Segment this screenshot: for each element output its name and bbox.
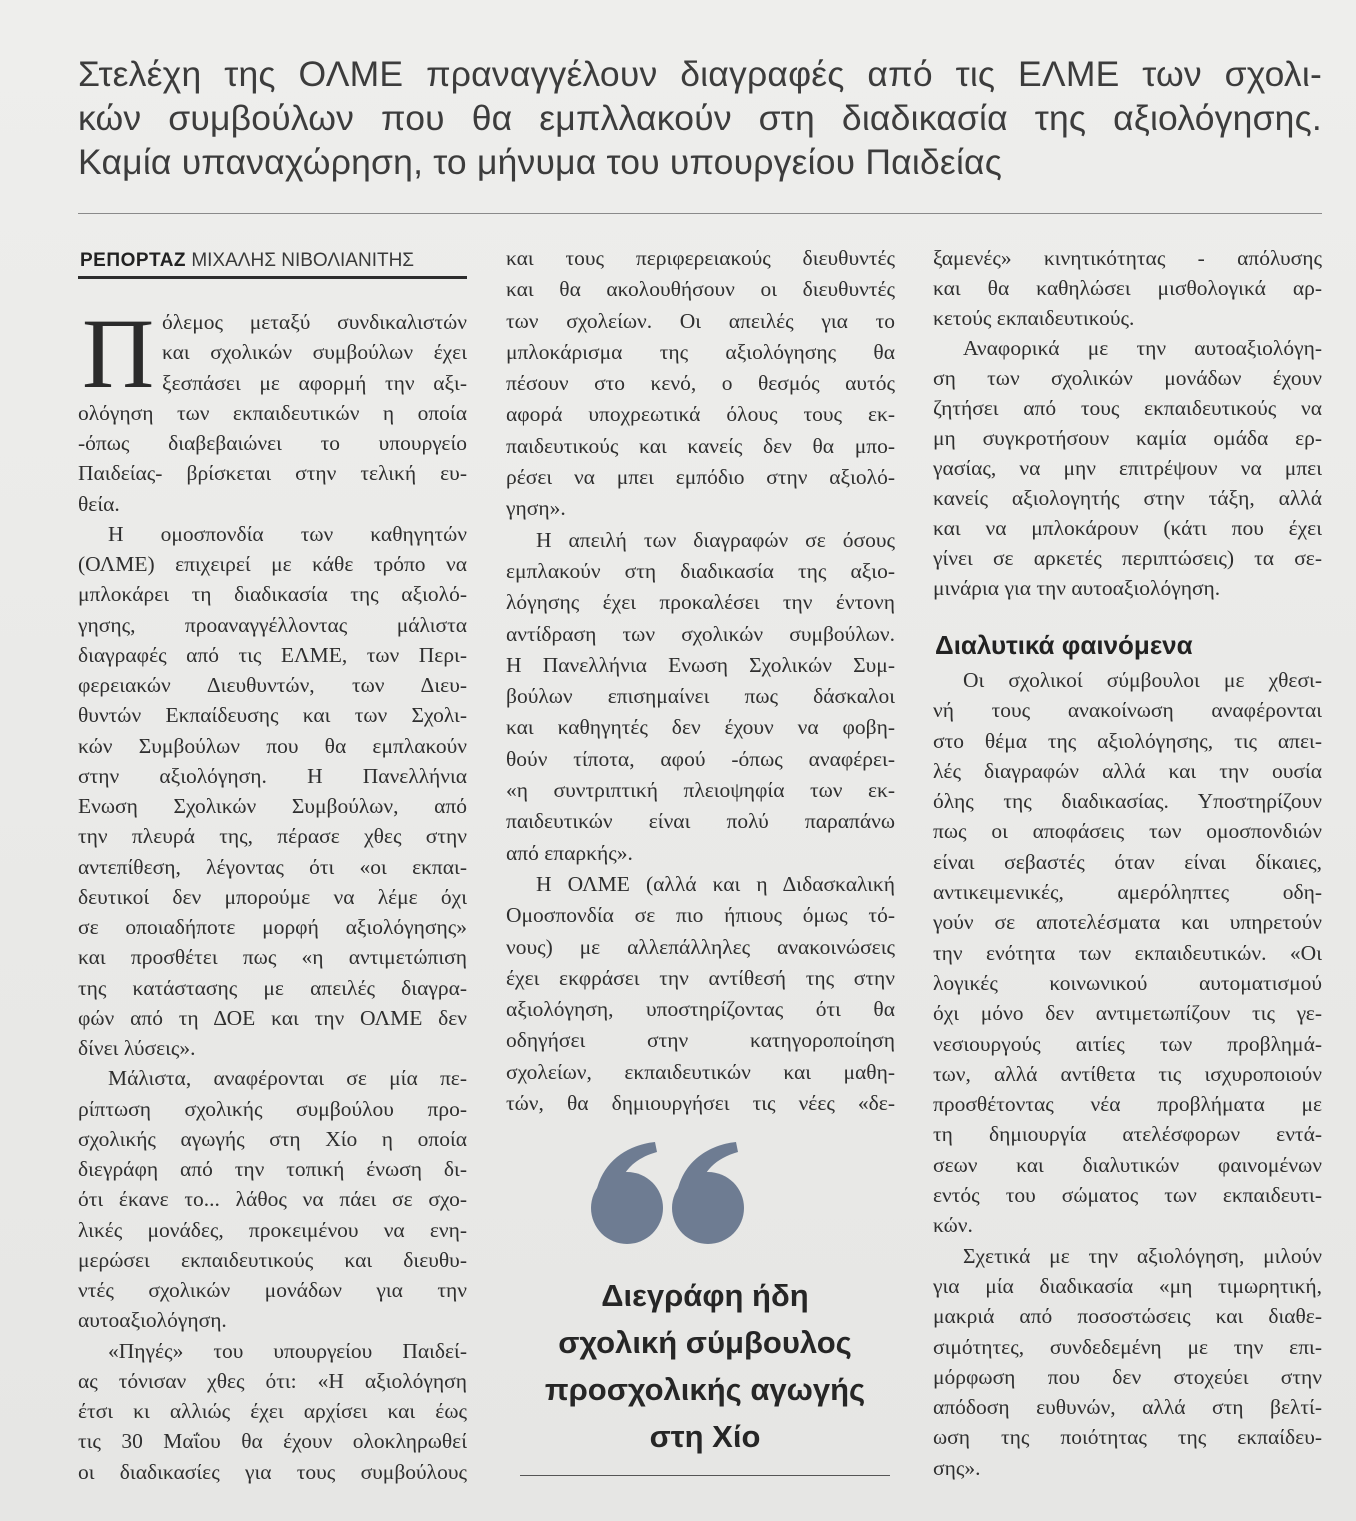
- article-column-1: [78, 307, 467, 1487]
- text-line: τών, θα δημιουργήσει τις νέες «δε-: [506, 1091, 895, 1116]
- text-line: διαγραφές από τις ΕΛΜΕ, των Περι-: [78, 642, 467, 667]
- pull-quote-line: σχολική σύμβουλος: [558, 1325, 852, 1360]
- text-line: γούν σε αποτελέσματα και υπηρετούν: [933, 910, 1322, 935]
- headline-line: κών συμβούλων που θα εμπλλακούν στη διαδικασία της αξιολόγησης.: [78, 98, 1322, 138]
- text-line: Παιδείας- βρίσκεται στην τελική ευ-: [78, 461, 467, 486]
- text-line: νους) με αλλεπάλληλες ανακοινώσεις: [506, 934, 895, 959]
- text-line: σχολικής αγωγής στη Χίο η οποία: [78, 1126, 467, 1151]
- text-line: σης».: [933, 1455, 981, 1480]
- text-line: λογικές κοινωνικού αυτοματισμού: [933, 970, 1322, 995]
- text-line: μπλοκάρισμα της αξιολόγησης θα: [506, 339, 895, 364]
- text-line: ότι έκανε το... λάθος να πάει σε σχο-: [78, 1187, 467, 1212]
- text-line: ντές σχολικών μονάδων για την: [78, 1278, 467, 1302]
- text-line: μπλοκάρει τη διαδικασία της αξιολό-: [78, 582, 467, 607]
- pull-quote-line: προσχολικής αγωγής: [544, 1372, 866, 1407]
- text-line: ρίπτωση σχολικής συμβούλου προ-: [78, 1096, 467, 1121]
- byline: [80, 250, 466, 272]
- text-line: οδηγήσει στην κατηγοροποίηση: [506, 1028, 895, 1053]
- text-line: ξαμενές» κινητικότητας - απόλυσης: [933, 246, 1322, 270]
- text-line: κών Συμβούλων που θα εμπλακούν: [78, 733, 467, 758]
- text-line: Ομοσπονδία σε πιο ήπιους όμως τό-: [506, 903, 895, 928]
- text-line: όχι μόνο δεν αντιμετωπίζουν τις γε-: [933, 1001, 1322, 1026]
- text-line: έχει εκφράσει την αντίθεσή της στην: [506, 965, 895, 990]
- text-line: ρέσει να μπει εμπόδιο στην αξιολό-: [506, 465, 895, 490]
- text-line: σε οποιαδήποτε μορφή αξιολόγησης»: [78, 915, 467, 939]
- text-line: παιδευτικών είναι πολύ παραπάνω: [506, 809, 895, 834]
- text-line: για μία διαδικασία «μη τιμωρητική,: [933, 1273, 1322, 1298]
- headline-divider: [78, 213, 1322, 214]
- text-line: αφορά υποχρεωτικά όλους τους εκ-: [506, 402, 895, 427]
- text-line: Η Πανελλήνια Ενωση Σχολικών Συμ-: [506, 652, 895, 677]
- text-line: απόδοση ευθυνών, αλλά στη βελτί-: [933, 1395, 1322, 1420]
- text-line: σιμότητες, συνδεδεμένη με την επι-: [933, 1334, 1322, 1359]
- pull-quote-rule: [520, 1475, 890, 1476]
- text-line: εντός του σώματος των εκπαιδευτι-: [933, 1183, 1322, 1208]
- text-line: σεων και διαλυτικών φαινομένων: [933, 1152, 1322, 1177]
- text-line: δευτικοί δεν μπορούμε να λέμε όχι: [78, 884, 467, 909]
- text-line: πέσουν στο κενό, ο θεσμός αυτός: [506, 371, 895, 396]
- text-line: δίνει λύσεις».: [78, 1036, 196, 1060]
- text-line: αντικειμενικές, αμερόληπτες οδη-: [933, 880, 1322, 905]
- text-line: σχολείων, εκπαιδευτικών και μαθη-: [506, 1059, 895, 1084]
- text-line: στην αξιολόγηση. Η Πανελλήνια: [78, 763, 467, 788]
- text-line: μη συγκροτήσουν καμία ομάδα ερ-: [933, 426, 1322, 450]
- text-line: ωση της ποιότητας της εκπαίδευ-: [933, 1425, 1322, 1450]
- text-line: μακριά από ποσοστώσεις και διαθε-: [933, 1304, 1322, 1329]
- text-line: -όπως διαβεβαιώνει το υπουργείο: [78, 431, 467, 455]
- drop-cap: Π: [82, 312, 155, 396]
- text-line: όλης της διαδικασίας. Υποστηρίζουν: [933, 789, 1322, 814]
- text-line: και σχολικών συμβούλων έχει: [162, 340, 467, 365]
- text-line: θούν τίποτα, αφού -όπως αναφέρει-: [506, 746, 895, 771]
- text-line: γηση».: [506, 496, 566, 521]
- pull-quote-line: Διεγράφη ήδη: [601, 1278, 809, 1313]
- text-line: «Πηγές» του υπουργείου Παιδεί-: [108, 1338, 467, 1363]
- text-line: από επαρκής».: [506, 840, 633, 865]
- text-line: πως οι αποφάσεις των ομοσπονδιών: [933, 819, 1322, 844]
- section-kicker: ΡΕΠΟΡΤΑΖ: [80, 250, 187, 271]
- headline-line: Στελέχη της ΟΛΜΕ πραναγγέλουν διαγραφές από τις ΕΛΜΕ των σχολι-: [78, 54, 1322, 94]
- text-line: και προσθέτει πως «η αντιμετώπιση: [78, 945, 467, 970]
- text-line: Σχετικά με την αξιολόγηση, μιλούν: [963, 1243, 1322, 1268]
- headline-line: Καμία υπαναχώρηση, το μήνυμα του υπουργείου Παιδείας: [78, 142, 1003, 182]
- text-line: Η ομοσπονδία των καθηγητών: [108, 521, 467, 546]
- text-line: των σχολείων. Οι απειλές για το: [506, 308, 895, 333]
- text-line: εμπλακούν στη διαδικασία της αξιο-: [506, 558, 895, 583]
- text-line: προσθέτοντας νέα προβλήματα με: [933, 1092, 1322, 1117]
- text-line: νεσιουργούς αιτίες των προβλημά-: [933, 1031, 1322, 1056]
- text-line: γίνει σε αρκετές περιπτώσεις) τα σε-: [933, 546, 1322, 570]
- text-line: τις 30 Μαΐου θα έχουν ολοκληρωθεί: [78, 1429, 467, 1454]
- text-line: και καθηγητές δεν έχουν να φοβη-: [506, 715, 895, 740]
- text-line: ξεσπάσει με αφορμή την αξι-: [162, 370, 467, 395]
- article-headline: [78, 52, 1322, 184]
- text-line: Μάλιστα, αναφέρονται σε μία πε-: [108, 1066, 467, 1091]
- text-line: (ΟΛΜΕ) επιχειρεί με κάθε τρόπο να: [78, 552, 467, 576]
- text-line: ζητήσει από τους εκπαιδευτικούς να: [933, 396, 1322, 420]
- text-line: θυντών Εκπαίδευσης και των Σχολι-: [78, 703, 467, 728]
- text-line: λές διαγραφών αλλά και την ουσία: [933, 758, 1322, 783]
- text-line: Οι σχολικοί σύμβουλοι με χθεσι-: [963, 668, 1322, 692]
- opening-quote-icon: [585, 1140, 750, 1245]
- text-line: θεία.: [78, 491, 120, 516]
- text-line: των, αλλά αντίθετα τις ισχυροποιούν: [933, 1061, 1322, 1086]
- text-line: μόρφωση που δεν στοχεύει στην: [933, 1364, 1322, 1389]
- text-line: λόγησης έχει προκαλέσει την έντονη: [506, 590, 895, 615]
- text-line: Ενωση Σχολικών Συμβούλων, από: [78, 794, 467, 818]
- text-line: Αναφορικά με την αυτοαξιολόγη-: [963, 336, 1322, 360]
- author-name: ΜΙΧΑΛΗΣ ΝΙΒΟΛΙΑΝΙΤΗΣ: [191, 250, 415, 271]
- pull-quote: [518, 1272, 892, 1460]
- text-line: αυτοαξιολόγηση.: [78, 1308, 227, 1333]
- article-column-2: [506, 243, 895, 1119]
- text-line: οι διαδικασίες για τους συμβούλους: [78, 1459, 467, 1484]
- text-line: ση των σχολικών μονάδων έχουν: [933, 366, 1322, 390]
- subheading: Διαλυτικά φαινόμενα: [935, 630, 1193, 660]
- text-line: βούλων επισημαίνει πως δάσκαλοι: [506, 684, 895, 709]
- article-column-3-bottom: [933, 665, 1322, 1483]
- text-line: την ενότητα των εκπαιδευτικών. «Οι: [933, 940, 1322, 965]
- text-line: και να μπλοκάρουν (κάτι που έχει: [933, 516, 1322, 540]
- text-line: Η ΟΛΜΕ (αλλά και η Διδασκαλική: [536, 871, 895, 896]
- text-line: φών από τη ΔΟΕ και την ΟΛΜΕ δεν: [78, 1005, 467, 1030]
- text-line: κετούς εκπαιδευτικούς.: [933, 306, 1135, 330]
- text-line: κανείς αξιολογητής στην τάξη, αλλά: [933, 486, 1322, 510]
- text-line: είναι σεβαστές όταν είναι δίκαιες,: [933, 849, 1322, 874]
- text-line: παιδευτικούς και κανείς δεν θα μπο-: [506, 433, 895, 458]
- text-line: της κατάστασης με απειλές διαγρα-: [78, 975, 467, 1000]
- pull-quote-line: στη Χίο: [649, 1419, 761, 1454]
- text-line: αξιολόγηση, υποστηρίζοντας ότι θα: [506, 997, 895, 1022]
- text-line: την πλευρά της, πέρασε χθες στην: [78, 824, 467, 849]
- text-line: νή τους ανακοίνωση αναφέρονται: [933, 698, 1322, 723]
- text-line: λικές μονάδες, προκειμένου να ενη-: [78, 1217, 467, 1242]
- byline-underline: [78, 276, 467, 279]
- text-line: μερώσει εκπαιδευτικούς και διευθυ-: [78, 1247, 467, 1272]
- text-line: τη δημιουργία ατελέσφορων εντά-: [933, 1122, 1322, 1147]
- article-column-3-top: [933, 243, 1322, 603]
- text-line: ας τόνισαν χθες ότι: «Η αξιολόγηση: [78, 1368, 467, 1393]
- text-line: αντεπίθεση, λέγοντας ότι «οι εκπαι-: [78, 854, 467, 879]
- text-line: γησης, προαναγγέλλοντας μάλιστα: [78, 612, 467, 637]
- text-line: στο θέμα της αξιολόγησης, τις απει-: [933, 728, 1322, 753]
- text-line: και τους περιφερειακούς διευθυντές: [506, 246, 895, 270]
- text-line: Η απειλή των διαγραφών σε όσους: [536, 527, 895, 552]
- text-line: έτσι κι αλλιώς έχει αρχίσει και έως: [78, 1399, 467, 1423]
- text-line: φερειακών Διευθυντών, των Διευ-: [78, 673, 467, 697]
- text-line: και θα ακολουθήσουν οι διευθυντές: [506, 277, 895, 302]
- text-line: αντίδραση των σχολικών συμβούλων.: [506, 621, 895, 646]
- text-line: μινάρια για την αυτοαξιολόγηση.: [933, 576, 1221, 600]
- text-line: ολόγηση των εκπαιδευτικών η οποία: [78, 400, 467, 425]
- text-line: κών.: [933, 1213, 973, 1238]
- text-line: όλεμος μεταξύ συνδικαλιστών: [162, 310, 467, 334]
- text-line: και θα καθηλώσει μισθολογικά αρ-: [933, 276, 1322, 300]
- text-line: διεγράφη από την τοπική ένωση δι-: [78, 1157, 467, 1181]
- text-line: γασίας, να μην επιτρέψουν να μπει: [933, 456, 1322, 480]
- text-line: «η συντριπτική πλειοψηφία των εκ-: [506, 778, 895, 803]
